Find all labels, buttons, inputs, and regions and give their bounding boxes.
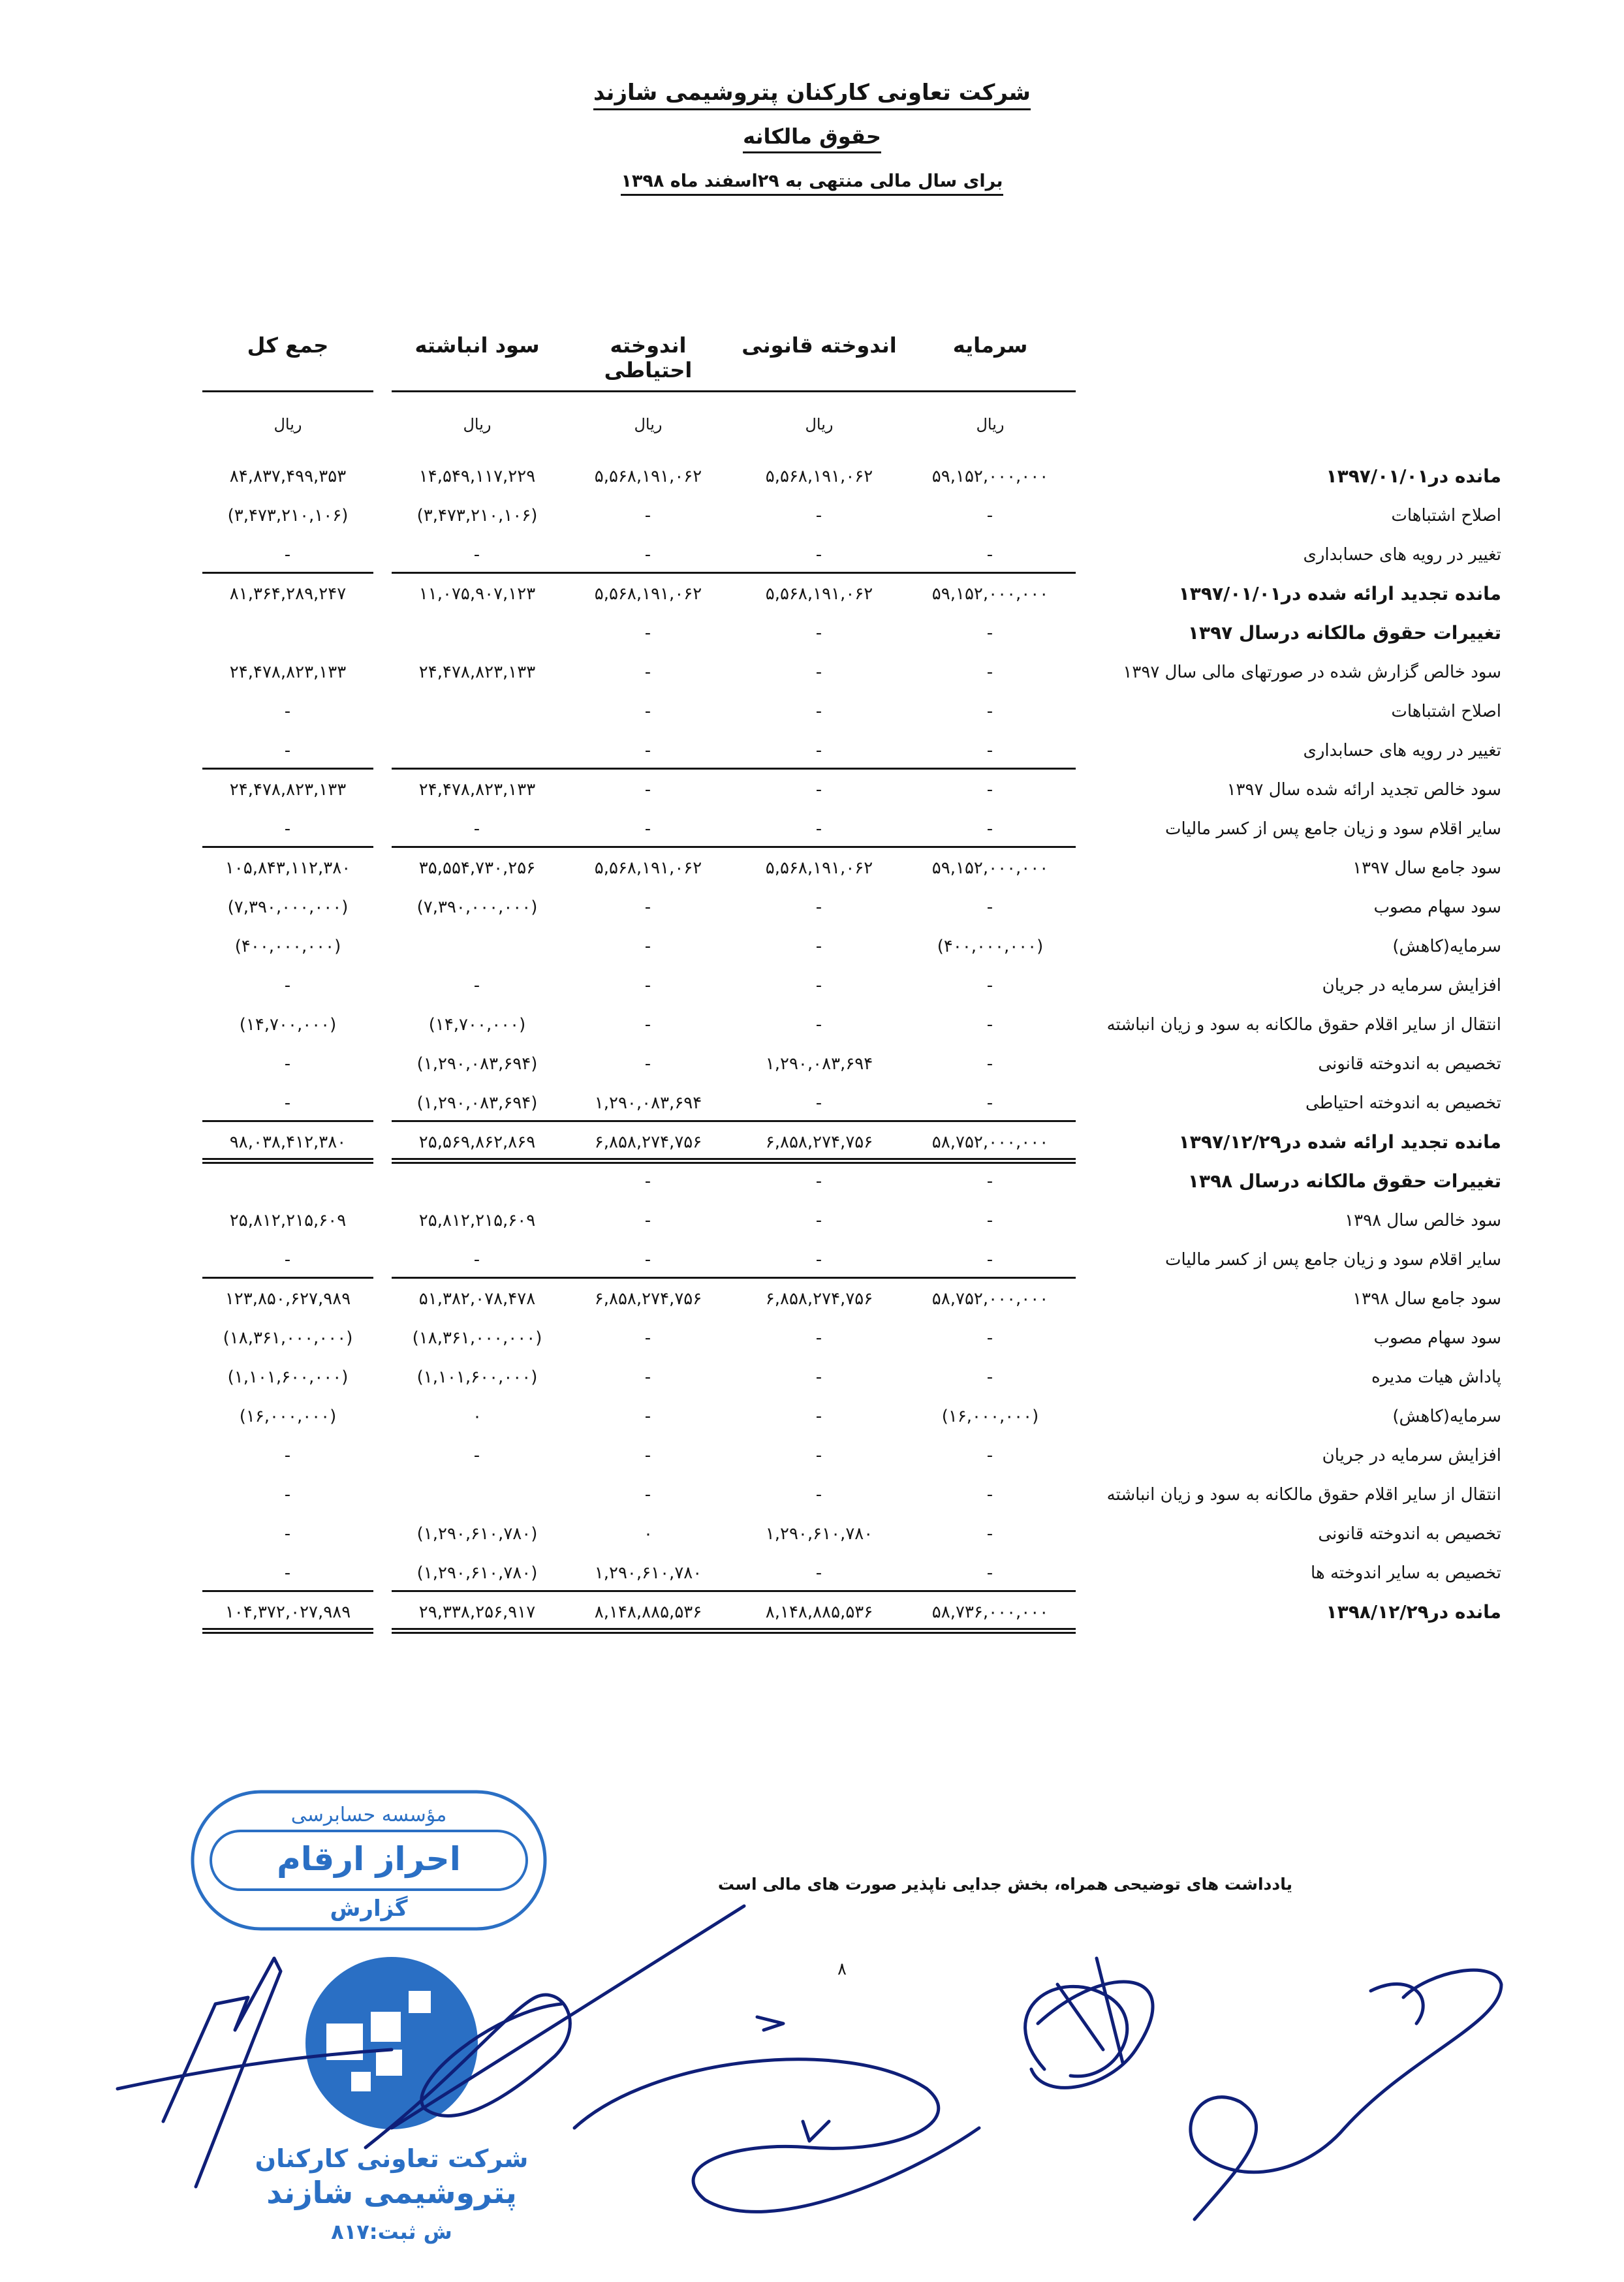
double-underline xyxy=(905,1158,1076,1164)
row-label: پاداش هیات مدیره xyxy=(1371,1368,1501,1387)
subtotal-rule xyxy=(202,1120,373,1122)
signature-4-marks xyxy=(1057,1958,1123,2063)
table-cell: - xyxy=(473,1250,481,1270)
row-label: سود خالص گزارش شده در صورتهای مالی سال ۱۳۹۷ xyxy=(1123,663,1501,682)
table-cell: ۱۰۵,۸۴۳,۱۱۲,۳۸۰ xyxy=(225,858,351,878)
column-header: سود انباشته xyxy=(414,333,540,358)
table-cell: - xyxy=(473,545,481,565)
table-cell: - xyxy=(815,937,823,956)
table-cell: - xyxy=(815,1485,823,1505)
subtotal-rule xyxy=(905,1120,1076,1122)
company-seal xyxy=(255,1952,529,2252)
table-cell: - xyxy=(284,1563,292,1583)
table-cell: (۱,۱۰۱,۶۰۰,۰۰۰) xyxy=(416,1368,538,1387)
column-unit: ریال xyxy=(805,415,834,433)
table-cell: (۱۴,۷۰۰,۰۰۰) xyxy=(239,1015,337,1035)
table-cell: (۳,۴۷۳,۲۱۰,۱۰۶) xyxy=(416,506,538,525)
table-row xyxy=(0,1436,1624,1475)
table-row xyxy=(0,457,1624,496)
table-cell: - xyxy=(986,780,994,800)
row-label: مانده در۱۳۹۸/۱۲/۲۹ xyxy=(1326,1601,1501,1623)
table-row xyxy=(0,1397,1624,1436)
table-cell: ۶,۸۵۸,۲۷۴,۷۵۶ xyxy=(765,1289,873,1309)
table-cell: - xyxy=(815,545,823,565)
table-cell: - xyxy=(284,1446,292,1465)
row-label: مانده تجدید ارائه شده در۱۳۹۷/۱۲/۲۹ xyxy=(1178,1131,1501,1153)
table-cell: - xyxy=(284,702,292,721)
table-cell: - xyxy=(644,937,652,956)
table-cell: ۵۹,۱۵۲,۰۰۰,۰۰۰ xyxy=(931,584,1049,604)
row-label: سود خالص تجدید ارائه شده سال ۱۳۹۷ xyxy=(1226,780,1501,800)
company-seal-square xyxy=(376,2050,402,2076)
table-cell: - xyxy=(473,819,481,839)
subtotal-rule xyxy=(905,768,1076,770)
subtotal-rule xyxy=(563,1590,734,1592)
table-cell: (۱,۲۹۰,۶۱۰,۷۸۰) xyxy=(416,1563,538,1583)
table-row xyxy=(0,1279,1624,1319)
company-seal-registration: ش ثبت:۸۱۷ xyxy=(331,2219,452,2244)
table-cell: (۱۶,۰۰۰,۰۰۰) xyxy=(941,1407,1039,1426)
table-cell: - xyxy=(815,702,823,721)
table-row xyxy=(0,1084,1624,1123)
table-cell: - xyxy=(644,898,652,917)
table-cell: - xyxy=(986,545,994,565)
row-label: انتقال از سایر اقلام حقوق مالکانه به سود و زیان انباشته xyxy=(1106,1485,1501,1505)
auditor-stamp-bottom: گزارش xyxy=(330,1896,408,1922)
table-cell: - xyxy=(644,1172,652,1191)
table-cell: - xyxy=(986,1172,994,1191)
subtotal-rule xyxy=(202,572,373,574)
row-label: سود سهام مصوب xyxy=(1373,1328,1501,1348)
table-cell: ۸۴,۸۳۷,۴۹۹,۳۵۳ xyxy=(229,467,347,486)
table-cell: ۲۴,۴۷۸,۸۲۳,۱۳۳ xyxy=(229,780,347,800)
table-cell: - xyxy=(986,1054,994,1074)
table-cell: - xyxy=(815,1250,823,1270)
table-row xyxy=(0,1044,1624,1084)
table-cell: ۸,۱۴۸,۸۸۵,۵۳۶ xyxy=(594,1602,702,1622)
row-label: انتقال از سایر اقلام حقوق مالکانه به سود و زیان انباشته xyxy=(1106,1015,1501,1035)
table-row xyxy=(0,496,1624,535)
company-seal-square xyxy=(351,2072,371,2091)
table-cell: ۶,۸۵۸,۲۷۴,۷۵۶ xyxy=(594,1289,702,1309)
row-label: سود سهام مصوب xyxy=(1373,898,1501,917)
subtotal-rule xyxy=(905,1277,1076,1279)
column-header-rule xyxy=(905,390,1076,392)
table-cell: - xyxy=(815,741,823,760)
row-label: سرمایه(کاهش) xyxy=(1392,937,1501,956)
table-cell: ۵۹,۱۵۲,۰۰۰,۰۰۰ xyxy=(931,467,1049,486)
table-cell: - xyxy=(473,976,481,995)
table-cell: - xyxy=(284,1054,292,1074)
table-cell: (۱۸,۳۶۱,۰۰۰,۰۰۰) xyxy=(223,1328,353,1348)
signature-5-stroke xyxy=(1371,1984,1423,2024)
double-underline xyxy=(563,1628,734,1634)
table-cell: - xyxy=(815,898,823,917)
subtotal-rule xyxy=(905,572,1076,574)
double-underline xyxy=(392,1158,563,1164)
table-cell: - xyxy=(986,1015,994,1035)
table-cell: - xyxy=(644,702,652,721)
table-cell: ۵,۵۶۸,۱۹۱,۰۶۲ xyxy=(765,584,873,604)
table-cell: - xyxy=(284,1250,292,1270)
table-cell: - xyxy=(815,1407,823,1426)
table-cell: - xyxy=(644,1328,652,1348)
table-cell: - xyxy=(986,1485,994,1505)
table-row xyxy=(0,535,1624,574)
table-cell: (۳,۴۷۳,۲۱۰,۱۰۶) xyxy=(227,506,349,525)
table-cell: ۱۰۴,۳۷۲,۰۲۷,۹۸۹ xyxy=(225,1602,351,1622)
table-cell: - xyxy=(644,1211,652,1230)
table-cell: - xyxy=(815,819,823,839)
table-cell: ۱,۲۹۰,۶۱۰,۷۸۰ xyxy=(594,1563,702,1583)
table-cell: ۶,۸۵۸,۲۷۴,۷۵۶ xyxy=(765,1133,873,1152)
double-underline xyxy=(905,1628,1076,1634)
subtotal-rule xyxy=(202,1277,373,1279)
table-cell: - xyxy=(284,819,292,839)
table-cell: ۵,۵۶۸,۱۹۱,۰۶۲ xyxy=(594,858,702,878)
company-seal-line1: شرکت تعاونی کارکنان xyxy=(255,2144,529,2173)
table-row xyxy=(0,1319,1624,1358)
table-row xyxy=(0,849,1624,888)
table-cell: - xyxy=(815,976,823,995)
table-row xyxy=(0,1475,1624,1514)
company-seal-line2: پتروشیمی شازند xyxy=(266,2175,517,2210)
subtotal-rule xyxy=(392,846,563,848)
subtotal-rule xyxy=(563,1277,734,1279)
table-cell: ۵۸,۷۵۲,۰۰۰,۰۰۰ xyxy=(931,1133,1049,1152)
table-cell: - xyxy=(815,1015,823,1035)
table-cell: - xyxy=(986,1328,994,1348)
table-cell: - xyxy=(644,663,652,682)
table-cell: - xyxy=(815,1328,823,1348)
table-cell: (۱۴,۷۰۰,۰۰۰) xyxy=(428,1015,526,1035)
table-cell: - xyxy=(986,663,994,682)
column-unit: ریال xyxy=(634,415,663,433)
double-underline xyxy=(202,1628,373,1634)
subtotal-rule xyxy=(202,1590,373,1592)
table-cell: ۵,۵۶۸,۱۹۱,۰۶۲ xyxy=(765,858,873,878)
table-row xyxy=(0,1162,1624,1201)
table-cell: - xyxy=(986,1368,994,1387)
table-cell: ۲۴,۴۷۸,۸۲۳,۱۳۳ xyxy=(229,663,347,682)
table-cell: - xyxy=(644,506,652,525)
table-cell: - xyxy=(815,1211,823,1230)
column-header: جمع کل xyxy=(247,333,329,358)
row-label: سود جامع سال ۱۳۹۷ xyxy=(1352,858,1501,878)
table-cell: ۰ xyxy=(473,1407,482,1426)
table-cell: ۸۱,۳۶۴,۲۸۹,۲۴۷ xyxy=(229,584,347,604)
table-cell: - xyxy=(986,1093,994,1113)
table-cell: - xyxy=(284,1093,292,1113)
row-label: تخصیص به سایر اندوخته ها xyxy=(1311,1563,1501,1583)
row-label: تخصیص به اندوخته قانونی xyxy=(1318,1054,1501,1074)
table-cell: - xyxy=(815,1093,823,1113)
double-underline xyxy=(734,1158,905,1164)
double-underline xyxy=(392,1628,563,1634)
table-cell: - xyxy=(473,1446,481,1465)
table-cell: - xyxy=(986,623,994,643)
table-cell: (۴۰۰,۰۰۰,۰۰۰) xyxy=(234,937,341,956)
subtotal-rule xyxy=(905,846,1076,848)
table-cell: - xyxy=(644,780,652,800)
table-cell: - xyxy=(815,1172,823,1191)
table-cell: - xyxy=(986,976,994,995)
row-label: اصلاح اشتباهات xyxy=(1391,702,1501,721)
company-name: شرکت تعاونی کارکنان پتروشیمی شازند xyxy=(0,80,1624,106)
table-cell: (۱,۲۹۰,۰۸۳,۶۹۴) xyxy=(416,1054,538,1074)
table-cell: ۵۱,۳۸۲,۰۷۸,۴۷۸ xyxy=(418,1289,536,1309)
table-row xyxy=(0,927,1624,966)
table-cell: - xyxy=(986,1211,994,1230)
row-label: مانده در۱۳۹۷/۰۱/۰۱ xyxy=(1326,465,1501,487)
table-cell: ۹۸,۰۳۸,۴۱۲,۳۸۰ xyxy=(229,1133,347,1152)
subtotal-rule xyxy=(563,768,734,770)
statement-title: حقوق مالکانه xyxy=(0,124,1624,149)
row-label: تغییر در رویه های حسابداری xyxy=(1303,741,1501,760)
table-cell: ۱,۲۹۰,۶۱۰,۷۸۰ xyxy=(765,1524,873,1544)
column-unit: ریال xyxy=(976,415,1005,433)
column-header: اندوخته قانونی xyxy=(742,333,897,358)
footer-note: یادداشت های توضیحی همراه، بخش جدایی ناپذیر صورت های مالی است xyxy=(717,1875,1292,1894)
table-cell: (۱۸,۳۶۱,۰۰۰,۰۰۰) xyxy=(412,1328,542,1348)
subtotal-rule xyxy=(563,846,734,848)
subtotal-rule xyxy=(734,768,905,770)
table-row xyxy=(0,966,1624,1005)
table-cell: - xyxy=(644,976,652,995)
double-underline xyxy=(734,1628,905,1634)
table-cell: ۵۹,۱۵۲,۰۰۰,۰۰۰ xyxy=(931,858,1049,878)
table-row xyxy=(0,1123,1624,1162)
auditor-stamp xyxy=(186,1785,552,1935)
table-row xyxy=(0,1240,1624,1279)
row-label: سایر اقلام سود و زیان جامع پس از کسر مالیات xyxy=(1165,1250,1501,1270)
subtotal-rule xyxy=(734,1277,905,1279)
table-cell: ۲۵,۸۱۲,۲۱۵,۶۰۹ xyxy=(418,1211,536,1230)
table-row xyxy=(0,692,1624,731)
table-cell: ۱۴,۵۴۹,۱۱۷,۲۲۹ xyxy=(418,467,536,486)
auditor-stamp-top: مؤسسه حسابرسی xyxy=(290,1804,447,1826)
table-cell: - xyxy=(815,506,823,525)
subtotal-rule xyxy=(392,1277,563,1279)
table-cell: - xyxy=(644,1407,652,1426)
table-cell: - xyxy=(986,741,994,760)
row-label: اصلاح اشتباهات xyxy=(1391,506,1501,525)
table-cell: ۵,۵۶۸,۱۹۱,۰۶۲ xyxy=(594,467,702,486)
table-cell: - xyxy=(644,545,652,565)
table-cell: - xyxy=(815,663,823,682)
table-cell: (۴۰۰,۰۰۰,۰۰۰) xyxy=(937,937,1044,956)
table-cell: ۲۹,۳۳۸,۲۵۶,۹۱۷ xyxy=(418,1602,536,1622)
subtotal-rule xyxy=(905,1590,1076,1592)
table-row xyxy=(0,574,1624,614)
signature-4 xyxy=(1025,1982,1153,2087)
table-cell: - xyxy=(986,898,994,917)
subtotal-rule xyxy=(563,572,734,574)
subtotal-rule xyxy=(392,768,563,770)
table-cell: - xyxy=(815,1446,823,1465)
row-label: افزایش سرمایه در جریان xyxy=(1322,1446,1501,1465)
table-row xyxy=(0,1005,1624,1044)
column-header-rule xyxy=(392,390,563,392)
column-unit: ریال xyxy=(273,415,302,433)
row-label: تخصیص به اندوخته احتیاطی xyxy=(1305,1093,1501,1113)
table-cell: - xyxy=(815,1563,823,1583)
column-header-rule xyxy=(734,390,905,392)
subtotal-rule xyxy=(392,1590,563,1592)
subtotal-rule xyxy=(202,846,373,848)
table-row xyxy=(0,1593,1624,1632)
table-cell: - xyxy=(284,976,292,995)
column-header-rule xyxy=(563,390,734,392)
table-cell: - xyxy=(986,819,994,839)
table-cell: (۱۶,۰۰۰,۰۰۰) xyxy=(239,1407,337,1426)
table-row xyxy=(0,888,1624,927)
table-cell: ۲۴,۴۷۸,۸۲۳,۱۳۳ xyxy=(418,780,536,800)
table-cell: - xyxy=(815,1368,823,1387)
table-cell: - xyxy=(986,702,994,721)
row-label: تخصیص به اندوخته قانونی xyxy=(1318,1524,1501,1544)
table-cell: - xyxy=(644,1054,652,1074)
table-cell: - xyxy=(644,819,652,839)
table-cell: ۱۲۳,۸۵۰,۶۲۷,۹۸۹ xyxy=(225,1289,351,1309)
table-cell: (۷,۳۹۰,۰۰۰,۰۰۰) xyxy=(227,898,349,917)
table-cell: ۱۱,۰۷۵,۹۰۷,۱۲۳ xyxy=(418,584,536,604)
table-cell: - xyxy=(284,1485,292,1505)
table-cell: - xyxy=(986,506,994,525)
table-row xyxy=(0,1358,1624,1397)
table-row xyxy=(0,653,1624,692)
table-cell: (۱,۲۹۰,۶۱۰,۷۸۰) xyxy=(416,1524,538,1544)
table-cell: ۲۵,۵۶۹,۸۶۲,۸۶۹ xyxy=(418,1133,536,1152)
table-row xyxy=(0,1201,1624,1240)
table-cell: ۸,۱۴۸,۸۸۵,۵۳۶ xyxy=(765,1602,873,1622)
subtotal-rule xyxy=(202,768,373,770)
table-cell: ۵۸,۷۳۶,۰۰۰,۰۰۰ xyxy=(931,1602,1049,1622)
column-unit: ریال xyxy=(463,415,492,433)
table-row xyxy=(0,1514,1624,1554)
table-cell: ۲۴,۴۷۸,۸۲۳,۱۳۳ xyxy=(418,663,536,682)
row-label: تغییرات حقوق مالکانه درسال ۱۳۹۸ xyxy=(1187,1170,1501,1192)
subtotal-rule xyxy=(734,1120,905,1122)
table-cell: - xyxy=(284,1524,292,1544)
table-cell: - xyxy=(644,1368,652,1387)
row-label: سایر اقلام سود و زیان جامع پس از کسر مالیات xyxy=(1165,819,1501,839)
table-cell: - xyxy=(986,1250,994,1270)
table-row xyxy=(0,731,1624,770)
column-header-rule xyxy=(202,390,373,392)
subtotal-rule xyxy=(392,1120,563,1122)
double-underline xyxy=(563,1158,734,1164)
table-cell: ۶,۸۵۸,۲۷۴,۷۵۶ xyxy=(594,1133,702,1152)
row-label: تغییرات حقوق مالکانه درسال ۱۳۹۷ xyxy=(1187,622,1501,644)
signature-3-marks xyxy=(757,2017,829,2141)
table-cell: - xyxy=(986,1524,994,1544)
page-number: ۸ xyxy=(837,1960,847,1979)
statement-period: برای سال مالی منتهی به ۲۹اسفند ماه ۱۳۹۸ xyxy=(0,171,1624,191)
table-row xyxy=(0,809,1624,849)
table-cell: - xyxy=(644,1446,652,1465)
row-label: سود جامع سال ۱۳۹۸ xyxy=(1352,1289,1501,1309)
double-underline xyxy=(202,1158,373,1164)
row-label: تغییر در رویه های حسابداری xyxy=(1303,545,1501,565)
subtotal-rule xyxy=(734,572,905,574)
signature-3 xyxy=(574,2059,979,2212)
column-header: اندوخته احتیاطی xyxy=(604,333,693,383)
column-header: سرمایه xyxy=(952,333,1028,358)
row-label: افزایش سرمایه در جریان xyxy=(1322,976,1501,995)
subtotal-rule xyxy=(734,846,905,848)
table-row xyxy=(0,770,1624,809)
row-label: سرمایه(کاهش) xyxy=(1392,1407,1501,1426)
auditor-stamp-name: احراز ارقام xyxy=(277,1840,461,1878)
subtotal-rule xyxy=(392,572,563,574)
table-cell: - xyxy=(986,1446,994,1465)
table-row xyxy=(0,614,1624,653)
table-cell: - xyxy=(284,545,292,565)
table-cell: ۳۵,۵۵۴,۷۳۰,۲۵۶ xyxy=(418,858,536,878)
company-seal-square xyxy=(409,1991,431,2013)
company-seal-square xyxy=(371,2012,401,2042)
table-cell: - xyxy=(986,1563,994,1583)
row-label: مانده تجدید ارائه شده در۱۳۹۷/۰۱/۰۱ xyxy=(1178,583,1501,604)
subtotal-rule xyxy=(563,1120,734,1122)
table-cell: - xyxy=(815,623,823,643)
table-cell: - xyxy=(644,741,652,760)
table-cell: - xyxy=(644,1250,652,1270)
table-cell: (۱,۱۰۱,۶۰۰,۰۰۰) xyxy=(227,1368,349,1387)
table-cell: - xyxy=(644,623,652,643)
company-seal-square xyxy=(326,2024,363,2060)
signature-5 xyxy=(1191,1970,1501,2219)
table-cell: ۱,۲۹۰,۰۸۳,۶۹۴ xyxy=(594,1093,702,1113)
subtotal-rule xyxy=(734,1590,905,1592)
row-label: سود خالص سال ۱۳۹۸ xyxy=(1345,1211,1501,1230)
table-cell: (۱,۲۹۰,۰۸۳,۶۹۴) xyxy=(416,1093,538,1113)
table-cell: - xyxy=(815,780,823,800)
table-cell: ۵۸,۷۵۲,۰۰۰,۰۰۰ xyxy=(931,1289,1049,1309)
table-cell: (۷,۳۹۰,۰۰۰,۰۰۰) xyxy=(416,898,538,917)
table-cell: ۲۵,۸۱۲,۲۱۵,۶۰۹ xyxy=(229,1211,347,1230)
table-row xyxy=(0,1554,1624,1593)
table-cell: - xyxy=(644,1015,652,1035)
table-cell: ۰ xyxy=(644,1524,653,1544)
table-cell: - xyxy=(644,1485,652,1505)
table-cell: ۱,۲۹۰,۰۸۳,۶۹۴ xyxy=(765,1054,873,1074)
table-cell: - xyxy=(284,741,292,760)
table-cell: ۵,۵۶۸,۱۹۱,۰۶۲ xyxy=(594,584,702,604)
table-cell: ۵,۵۶۸,۱۹۱,۰۶۲ xyxy=(765,467,873,486)
